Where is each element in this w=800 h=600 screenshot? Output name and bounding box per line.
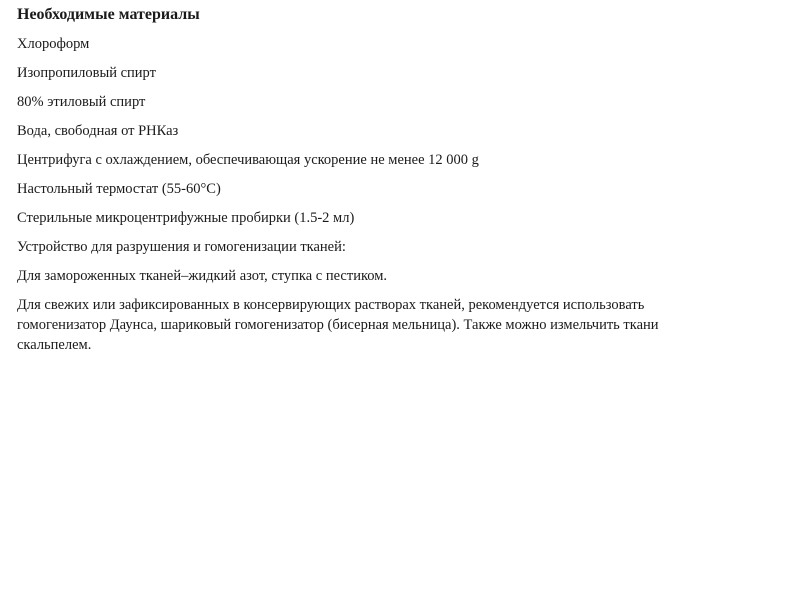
material-item-frozen-tissue: Для замороженных тканей–жидкий азот, ступка с пестиком. [17, 268, 388, 284]
section-title: Необходимые материалы [17, 6, 200, 23]
material-item-tubes: Стерильные микроцентрифужные пробирки (1.5-2 мл) [17, 210, 355, 226]
material-item-thermostat: Настольный термостат (55-60°С) [17, 181, 221, 197]
material-item-isopropanol: Изопропиловый спирт [17, 65, 156, 81]
materials-list [17, 34, 784, 355]
material-item-centrifuge: Центрифуга с охлаждением, обеспечивающая ускорение не менее 12 000 g [17, 152, 479, 168]
material-item-rnase-free-water: Вода, свободная от РНКаз [17, 123, 179, 139]
material-item-chloroform: Хлороформ [17, 36, 90, 52]
material-item-ethanol: 80% этиловый спирт [17, 94, 146, 110]
material-item-fresh-tissue: Для свежих или зафиксированных в консервирующих растворах тканей, рекомендуется использовать гомогенизатор Даунса, шариковый гомогенизатор (бисерная мельница). Также можно измельчить ткани скальпелем. [17, 297, 659, 353]
material-item-homogenizer-device: Устройство для разрушения и гомогенизации тканей: [17, 239, 346, 255]
